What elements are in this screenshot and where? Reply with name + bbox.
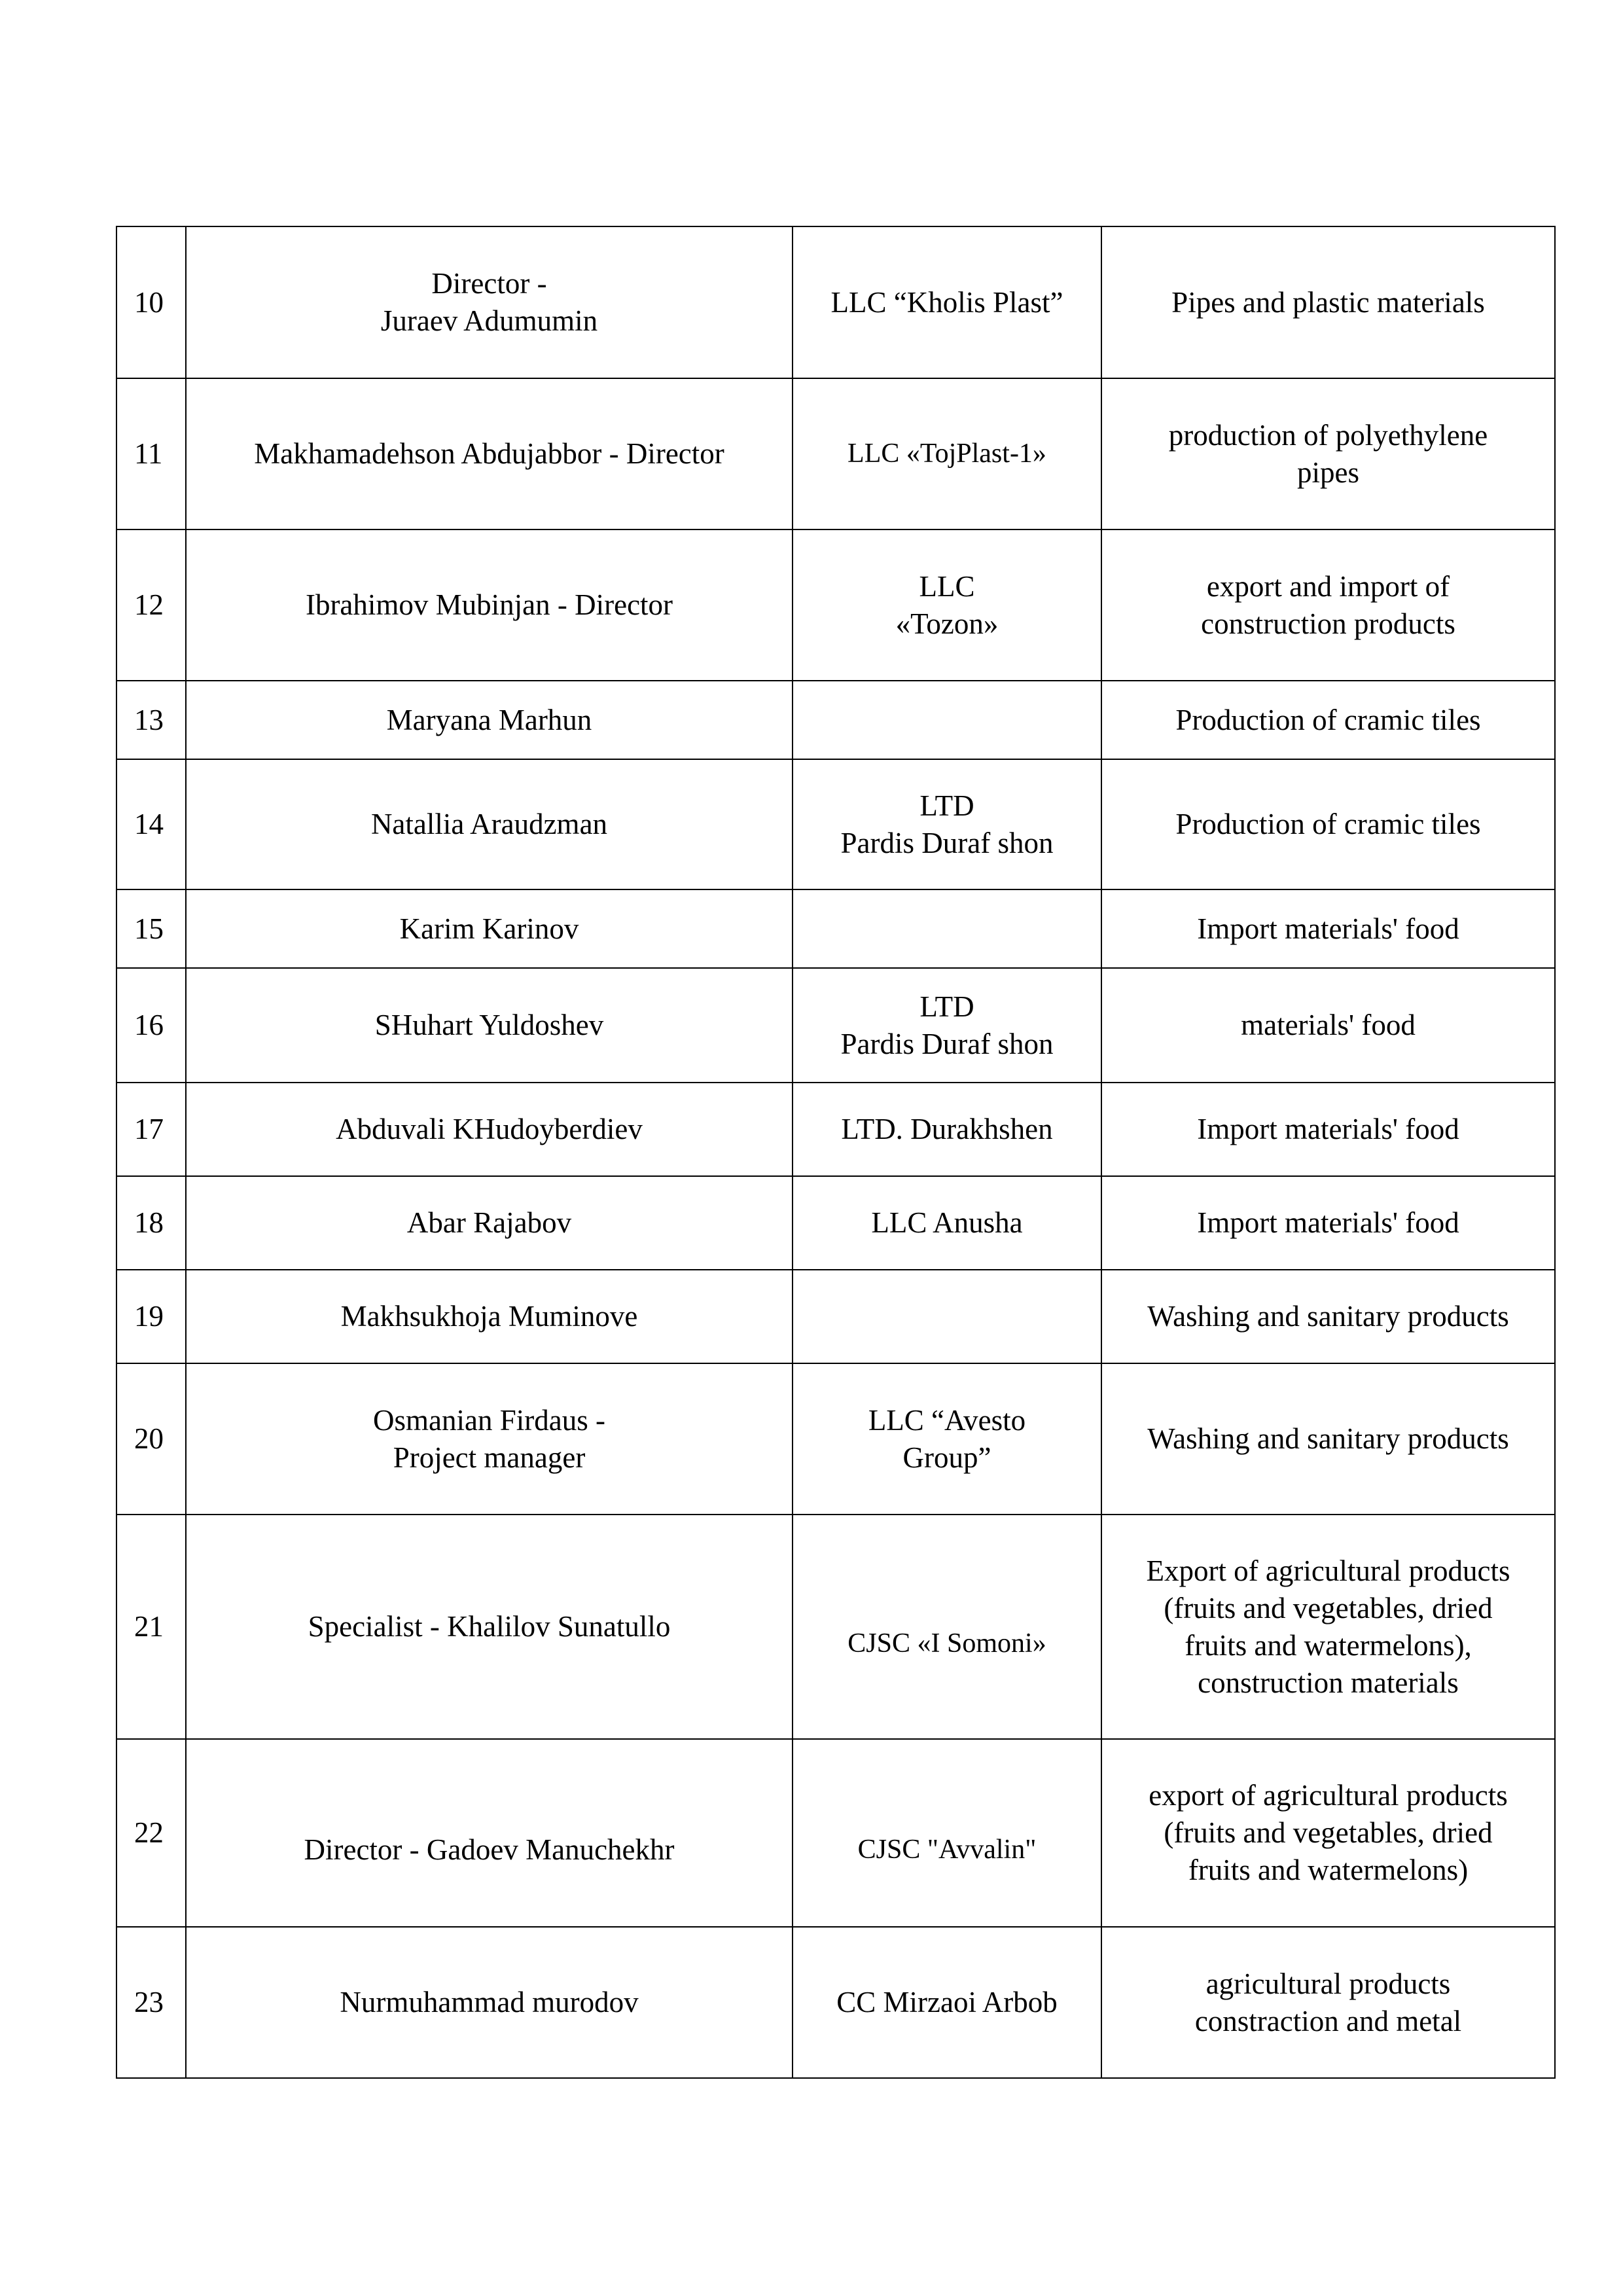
- row-number-cell: 19: [116, 1270, 186, 1363]
- name-cell: [186, 1270, 793, 1363]
- activity-cell: [1101, 968, 1555, 1083]
- name-text: SHuhart Yuldoshev: [374, 1009, 604, 1041]
- name-text: Director - Juraev Adumumin: [380, 267, 598, 337]
- table-row: [116, 1927, 1555, 2078]
- company-cell: [793, 968, 1101, 1083]
- company-text: LTD Pardis Duraf shon: [840, 990, 1054, 1060]
- activity-cell: [1101, 1176, 1555, 1270]
- name-text: Makhsukhoja Muminove: [340, 1300, 638, 1333]
- table-row: [116, 378, 1555, 529]
- name-text: Makhamadehson Abdujabbor - Director: [254, 437, 724, 470]
- company-text: LLC “Avesto Group”: [868, 1403, 1026, 1474]
- name-cell: [186, 1363, 793, 1515]
- activity-text: Export of agricultural products (fruits and vegetables, dried fruits and watermelons), construction materials: [1146, 1554, 1510, 1699]
- activity-text: export and import of construction products: [1201, 569, 1455, 640]
- table-row: [116, 1363, 1555, 1515]
- table-row: [116, 1515, 1555, 1739]
- table-row: [116, 968, 1555, 1083]
- company-cell: [793, 1927, 1101, 2078]
- activity-cell: [1101, 1363, 1555, 1515]
- row-number-cell: 10: [116, 226, 186, 378]
- activity-cell: [1101, 378, 1555, 529]
- activity-text: Import materials' food: [1197, 1113, 1459, 1145]
- name-cell: [186, 889, 793, 968]
- activity-cell: [1101, 1515, 1555, 1739]
- name-text: Abduvali KHudoyberdiev: [336, 1113, 643, 1145]
- activity-cell: [1101, 226, 1555, 378]
- activity-cell: [1101, 1739, 1555, 1927]
- company-cell: [793, 889, 1101, 968]
- name-text: Specialist - Khalilov Sunatullo: [308, 1610, 671, 1643]
- company-text: LLC «TojPlast-1»: [847, 439, 1046, 469]
- name-cell: [186, 378, 793, 529]
- table-row: [116, 226, 1555, 378]
- row-number-cell: 12: [116, 529, 186, 681]
- row-number-cell: 11: [116, 378, 186, 529]
- name-text: Nurmuhammad murodov: [340, 1986, 639, 2018]
- activity-text: Import materials' food: [1197, 1206, 1459, 1239]
- name-text: Maryana Marhun: [386, 703, 592, 736]
- row-number-cell: 16: [116, 968, 186, 1083]
- company-text: LLC Anusha: [871, 1206, 1023, 1239]
- name-cell: [186, 968, 793, 1083]
- company-cell: [793, 1270, 1101, 1363]
- row-number-cell: 23: [116, 1927, 186, 2078]
- company-cell: [793, 378, 1101, 529]
- activity-text: materials' food: [1241, 1009, 1416, 1041]
- name-cell: [186, 529, 793, 681]
- company-text: LLC “Kholis Plast”: [830, 285, 1063, 319]
- row-number-cell: 17: [116, 1083, 186, 1176]
- name-cell: [186, 226, 793, 378]
- name-text: Ibrahimov Mubinjan - Director: [305, 588, 673, 621]
- name-text: Karim Karinov: [399, 912, 579, 945]
- company-text: CJSC "Avvalin": [857, 1835, 1037, 1865]
- name-cell: [186, 1927, 793, 2078]
- company-text: LLC «Tozon»: [895, 569, 999, 640]
- table-row: [116, 1083, 1555, 1176]
- row-number-cell: 13: [116, 681, 186, 759]
- activity-text: production of polyethylene pipes: [1168, 418, 1488, 489]
- name-cell: [186, 1739, 793, 1927]
- company-cell: [793, 529, 1101, 681]
- name-cell: [186, 1083, 793, 1176]
- company-text: LTD Pardis Duraf shon: [840, 789, 1054, 859]
- table-row: [116, 1739, 1555, 1927]
- name-cell: [186, 1515, 793, 1739]
- activity-text: Import materials' food: [1197, 912, 1459, 945]
- table-row: [116, 889, 1555, 968]
- table-row: [116, 759, 1555, 889]
- company-cell: [793, 759, 1101, 889]
- name-text: Natallia Araudzman: [370, 808, 608, 840]
- company-cell: [793, 1176, 1101, 1270]
- table-row: [116, 1176, 1555, 1270]
- company-text: CJSC «I Somoni»: [847, 1628, 1046, 1659]
- row-number-cell: 15: [116, 889, 186, 968]
- activity-text: agricultural products constraction and metal: [1194, 1967, 1462, 2037]
- activity-cell: [1101, 1083, 1555, 1176]
- company-text: CC Mirzaoi Arbob: [836, 1986, 1058, 2018]
- row-number-cell: 18: [116, 1176, 186, 1270]
- company-cell: [793, 226, 1101, 378]
- activity-text: Washing and sanitary products: [1147, 1422, 1509, 1455]
- name-cell: [186, 1176, 793, 1270]
- company-cell: [793, 681, 1101, 759]
- name-cell: [186, 759, 793, 889]
- activity-cell: [1101, 1270, 1555, 1363]
- company-cell: [793, 1515, 1101, 1739]
- activity-cell: [1101, 759, 1555, 889]
- table-row: [116, 681, 1555, 759]
- table-row: [116, 529, 1555, 681]
- name-text: Director - Gadoev Manuchekhr: [304, 1833, 675, 1866]
- activity-cell: [1101, 529, 1555, 681]
- row-number-cell: 21: [116, 1515, 186, 1739]
- activity-text: Pipes and plastic materials: [1171, 285, 1485, 319]
- activity-text: Production of cramic tiles: [1175, 703, 1481, 736]
- company-cell: [793, 1083, 1101, 1176]
- name-cell: [186, 681, 793, 759]
- activity-text: export of agricultural products (fruits and vegetables, dried fruits and watermelons): [1149, 1779, 1508, 1886]
- name-text: Abar Rajabov: [406, 1206, 572, 1239]
- participants-table: [116, 226, 1556, 2079]
- row-number-cell: 22: [116, 1739, 186, 1927]
- company-text: LTD. Durakhshen: [841, 1113, 1053, 1145]
- name-text: Osmanian Firdaus - Project manager: [373, 1403, 605, 1474]
- row-number-cell: 20: [116, 1363, 186, 1515]
- table-row: [116, 1270, 1555, 1363]
- activity-cell: [1101, 1927, 1555, 2078]
- company-cell: [793, 1363, 1101, 1515]
- activity-text: Washing and sanitary products: [1147, 1300, 1509, 1333]
- activity-cell: [1101, 681, 1555, 759]
- activity-text: Production of cramic tiles: [1175, 808, 1481, 840]
- activity-cell: [1101, 889, 1555, 968]
- company-cell: [793, 1739, 1101, 1927]
- row-number-cell: 14: [116, 759, 186, 889]
